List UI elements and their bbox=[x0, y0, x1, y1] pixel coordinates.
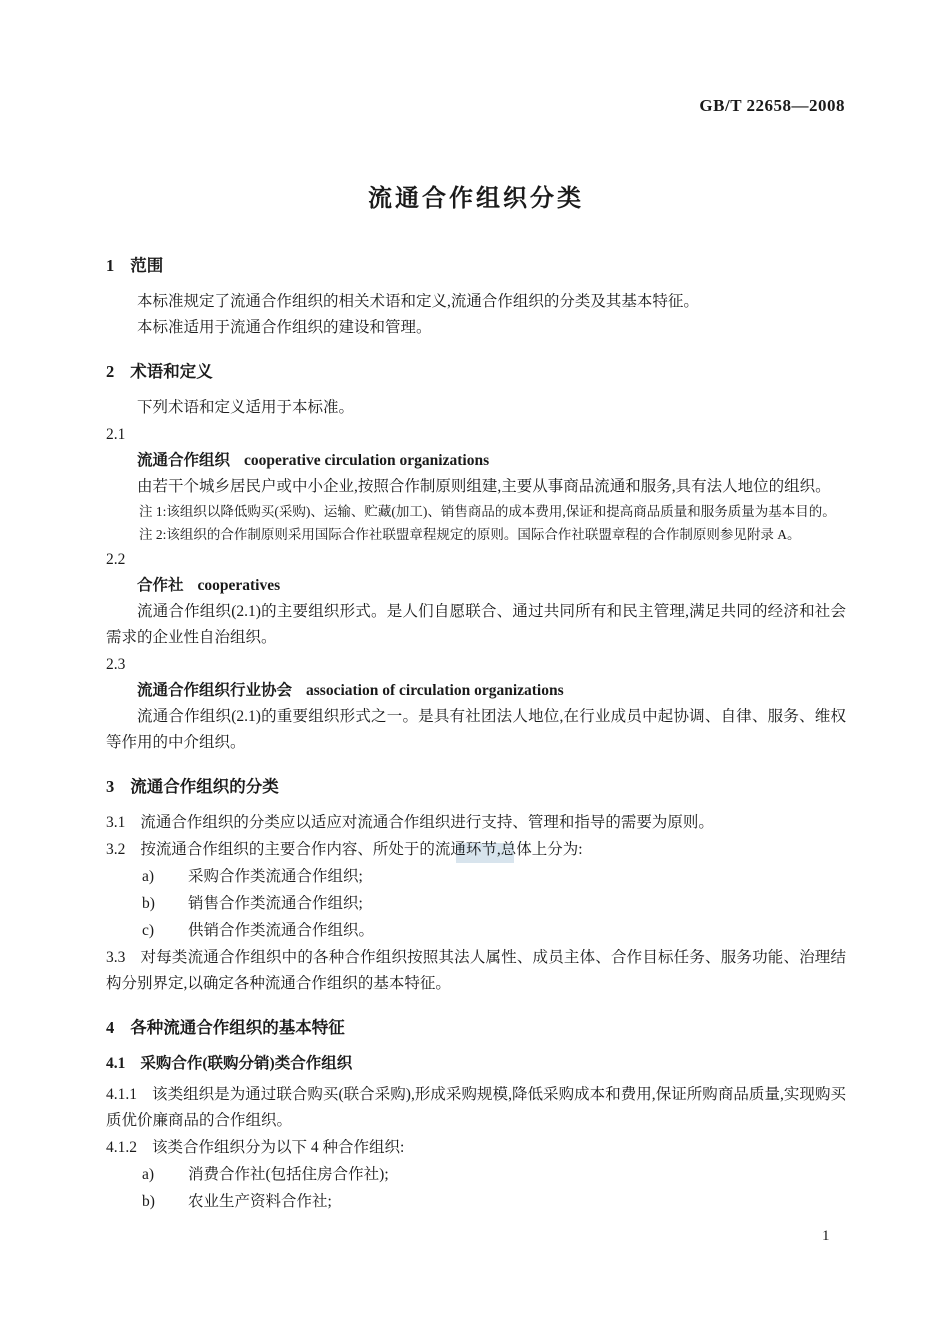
term-line bbox=[106, 678, 846, 704]
subsection-heading bbox=[106, 1051, 846, 1077]
note bbox=[106, 501, 846, 523]
term-chinese: 合作社 bbox=[137, 577, 184, 594]
section-number: 2 bbox=[106, 362, 115, 381]
list-marker: a) bbox=[142, 1166, 155, 1183]
section-heading bbox=[106, 361, 846, 383]
list-marker: a) bbox=[142, 868, 155, 885]
paragraph-text: 流通合作组织的分类应以适应对流通合作组织进行支持、管理和指导的需要为原则。 bbox=[140, 814, 714, 831]
list-marker: c) bbox=[142, 922, 155, 939]
term-chinese: 流通合作组织行业协会 bbox=[137, 682, 293, 699]
list-item bbox=[106, 863, 846, 890]
term-line bbox=[106, 448, 846, 474]
note bbox=[106, 524, 846, 546]
note-label: 注 1: bbox=[139, 504, 167, 519]
list-item bbox=[106, 917, 846, 944]
section-number: 1 bbox=[106, 256, 115, 275]
list-item bbox=[106, 1188, 846, 1215]
clause-number: 4.1.2 bbox=[106, 1139, 137, 1156]
clause-number: 3.2 bbox=[106, 841, 126, 858]
numbered-paragraph bbox=[106, 810, 846, 836]
standard-number: GB/T 22658—2008 bbox=[699, 96, 845, 115]
term-line bbox=[106, 573, 846, 599]
clause-number: 2.1 bbox=[106, 426, 126, 443]
list-item bbox=[106, 890, 846, 917]
list-text: 销售合作类流通合作组织; bbox=[188, 895, 363, 912]
note-text: 该组织的合作制原则采用国际合作社联盟章程规定的原则。国际合作社联盟章程的合作制原则参见附录 A。 bbox=[166, 527, 801, 542]
paragraph-text: 对每类流通合作组织中的各种合作组织按照其法人属性、成员主体、合作目标任务、服务功能、治理结构分别界定,以确定各种流通合作组织的基本特征。 bbox=[106, 949, 846, 992]
paragraph: 下列术语和定义适用于本标准。 bbox=[137, 399, 355, 416]
section-number: 3 bbox=[106, 777, 115, 796]
term-english: cooperative circulation organizations bbox=[244, 452, 490, 469]
numbered-paragraph bbox=[106, 1135, 846, 1161]
list-marker: b) bbox=[142, 895, 155, 912]
document-title: 流通合作组织分类 bbox=[368, 186, 584, 212]
clause-number: 2.3 bbox=[106, 656, 126, 673]
list-marker: b) bbox=[142, 1193, 155, 1210]
paragraph: 由若干个城乡居民户或中小企业,按照合作制原则组建,主要从事商品流通和服务,具有法人地位的组织。 bbox=[137, 478, 831, 495]
section-title: 术语和定义 bbox=[130, 362, 213, 381]
paragraph-text: 该类组织是为通过联合购买(联合采购),形成采购规模,降低采购成本和费用,保证所购商品质量,实现购买质优价廉商品的合作组织。 bbox=[106, 1086, 846, 1129]
clause-number: 3.3 bbox=[106, 949, 126, 966]
section-heading bbox=[106, 776, 846, 798]
list-text: 消费合作社(包括住房合作社); bbox=[188, 1166, 389, 1183]
section-number: 4 bbox=[106, 1018, 115, 1037]
paragraph: 本标准规定了流通合作组织的相关术语和定义,流通合作组织的分类及其基本特征。 bbox=[137, 293, 699, 310]
note-text: 该组织以降低购买(采购)、运输、贮藏(加工)、销售商品的成本费用,保证和提高商品质量和服务质量为基本目的。 bbox=[166, 504, 836, 519]
numbered-paragraph bbox=[106, 1082, 846, 1134]
clause-number: 4.1.1 bbox=[106, 1086, 137, 1103]
clause-number: 3.1 bbox=[106, 814, 126, 831]
term-english: association of circulation organizations bbox=[306, 682, 564, 699]
paragraph: 流通合作组织(2.1)的主要组织形式。是人们自愿联合、通过共同所有和民主管理,满足共同的经济和社会需求的企业性自治组织。 bbox=[106, 603, 846, 646]
clause-number: 2.2 bbox=[106, 551, 126, 568]
subsection-title: 采购合作(联购分销)类合作组织 bbox=[140, 1055, 353, 1072]
numbered-paragraph bbox=[106, 837, 846, 863]
document-body bbox=[106, 0, 846, 1215]
term-english: cooperatives bbox=[197, 577, 281, 594]
list-text: 采购合作类流通合作组织; bbox=[188, 868, 363, 885]
numbered-paragraph bbox=[106, 945, 846, 997]
list-text: 供销合作类流通合作组织。 bbox=[188, 922, 375, 939]
subsection-number: 4.1 bbox=[106, 1055, 126, 1072]
section-title: 范围 bbox=[130, 256, 164, 275]
paragraph-text: 该类合作组织分为以下 4 种合作组织: bbox=[152, 1139, 405, 1156]
paragraph-text: 按流通合作组织的主要合作内容、所处于的流通环节,总体上分为: bbox=[140, 841, 583, 858]
page-number: 1 bbox=[822, 1228, 830, 1244]
section-title: 流通合作组织的分类 bbox=[130, 777, 279, 796]
section-heading bbox=[106, 1017, 846, 1039]
note-label: 注 2: bbox=[139, 527, 167, 542]
paragraph: 本标准适用于流通合作组织的建设和管理。 bbox=[137, 319, 432, 336]
section-title: 各种流通合作组织的基本特征 bbox=[130, 1018, 345, 1037]
list-text: 农业生产资料合作社; bbox=[188, 1193, 332, 1210]
paragraph: 流通合作组织(2.1)的重要组织形式之一。是具有社团法人地位,在行业成员中起协调、自律、服务、维权等作用的中介组织。 bbox=[106, 708, 846, 751]
term-chinese: 流通合作组织 bbox=[137, 452, 231, 469]
list-item bbox=[106, 1161, 846, 1188]
section-heading bbox=[106, 255, 846, 277]
